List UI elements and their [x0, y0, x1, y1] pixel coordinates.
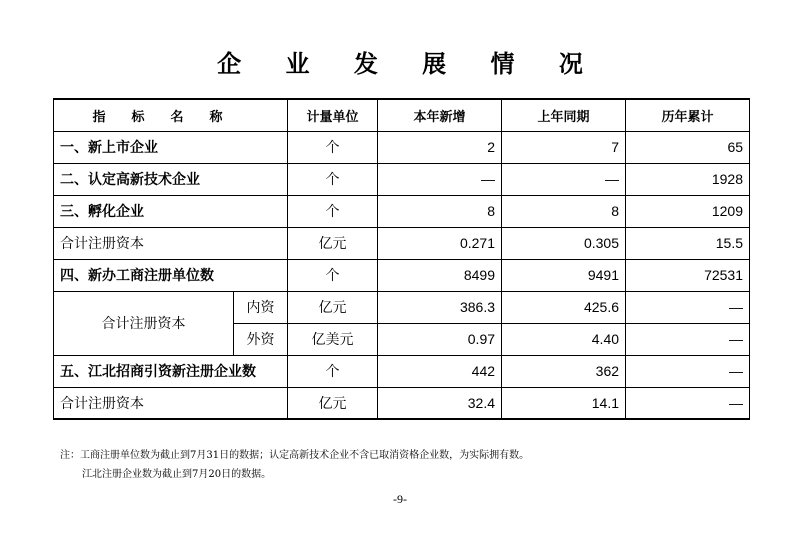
- row-unit: 个: [288, 355, 378, 387]
- row-new-this-year: 8499: [378, 259, 502, 291]
- row-new-this-year: 8: [378, 195, 502, 227]
- table-row: [54, 259, 750, 291]
- row-cumulative: 1209: [626, 195, 750, 227]
- row-unit: 个: [288, 259, 378, 291]
- row-name: 合计注册资本: [54, 227, 288, 259]
- row-new-this-year: —: [378, 163, 502, 195]
- row-same-period: —: [502, 163, 626, 195]
- page-title: 企 业 发 展 情 况: [217, 49, 601, 78]
- footnote-line-2: 江北注册企业数为截止到7月20日的数据。: [82, 469, 272, 480]
- row-new-this-year: 0.97: [378, 323, 502, 355]
- row-name: 五、江北招商引资新注册企业数: [54, 355, 288, 387]
- table-row: [54, 163, 750, 195]
- table-header-row: [54, 99, 750, 131]
- row-cumulative: 15.5: [626, 227, 750, 259]
- footnote-line-1: 注：工商注册单位数为截止到7月31日的数据；认定高新技术企业不含已取消资格企业数，为实际拥有数。: [60, 450, 530, 461]
- enterprise-development-table: [53, 98, 750, 420]
- row-cumulative: 65: [626, 131, 750, 163]
- row-name: 一、新上市企业: [54, 131, 288, 163]
- row-name: 三、孵化企业: [54, 195, 288, 227]
- row-cumulative: 1928: [626, 163, 750, 195]
- row-new-this-year: 2: [378, 131, 502, 163]
- row-same-period: 4.40: [502, 323, 626, 355]
- header-name: 指标名称: [54, 99, 288, 131]
- table-row: [54, 387, 750, 419]
- row-new-this-year: 442: [378, 355, 502, 387]
- row-new-this-year: 386.3: [378, 291, 502, 323]
- footnote: [60, 446, 529, 484]
- row-name: 四、新办工商注册单位数: [54, 259, 288, 291]
- row-unit: 亿美元: [288, 323, 378, 355]
- row-same-period: 425.6: [502, 291, 626, 323]
- table-row: [54, 131, 750, 163]
- header-new-this-year: 本年新增: [378, 99, 502, 131]
- table-row: [54, 291, 750, 323]
- row-unit: 个: [288, 195, 378, 227]
- row-cumulative: 72531: [626, 259, 750, 291]
- header-cumulative: 历年累计: [626, 99, 750, 131]
- row-cumulative: —: [626, 387, 750, 419]
- row-same-period: 9491: [502, 259, 626, 291]
- row-name: 合计注册资本: [54, 387, 288, 419]
- row-unit: 亿元: [288, 291, 378, 323]
- row-unit: 个: [288, 163, 378, 195]
- row-same-period: 362: [502, 355, 626, 387]
- row-new-this-year: 0.271: [378, 227, 502, 259]
- table-row: [54, 355, 750, 387]
- header-unit: 计量单位: [288, 99, 378, 131]
- row-same-period: 8: [502, 195, 626, 227]
- table-row: [54, 195, 750, 227]
- page-number: -9-: [393, 492, 407, 506]
- row-name: 二、认定高新技术企业: [54, 163, 288, 195]
- row-cumulative: —: [626, 355, 750, 387]
- row-name-merged: 合计注册资本: [54, 291, 234, 355]
- row-cumulative: —: [626, 323, 750, 355]
- row-unit: 亿元: [288, 387, 378, 419]
- row-unit: 个: [288, 131, 378, 163]
- row-unit: 亿元: [288, 227, 378, 259]
- header-same-period-last-year: 上年同期: [502, 99, 626, 131]
- row-same-period: 14.1: [502, 387, 626, 419]
- row-same-period: 7: [502, 131, 626, 163]
- table-row: [54, 227, 750, 259]
- row-subcategory: 外资: [234, 323, 288, 355]
- row-same-period: 0.305: [502, 227, 626, 259]
- row-new-this-year: 32.4: [378, 387, 502, 419]
- row-cumulative: —: [626, 291, 750, 323]
- row-subcategory: 内资: [234, 291, 288, 323]
